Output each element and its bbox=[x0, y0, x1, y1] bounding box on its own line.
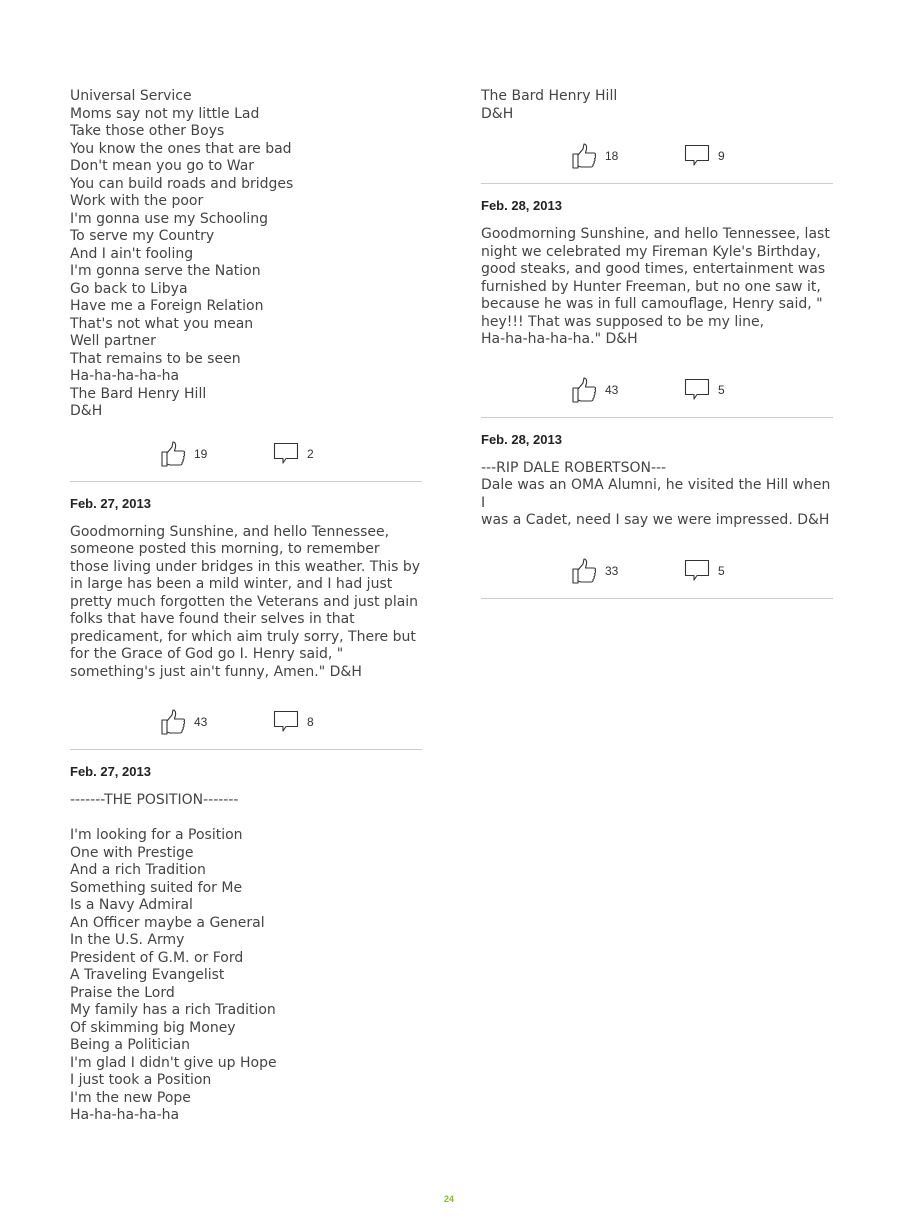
post bbox=[481, 432, 833, 599]
like-count: 18 bbox=[605, 149, 619, 163]
post-stats bbox=[70, 709, 422, 749]
post-body: -------THE POSITION------- I'm looking for a Position One with Prestige And a rich Tradition Something suited for Me Is a Navy Admiral An Officer maybe a General In the U.S. Army President of G.M. or Ford A Traveling Evangelist Praise the Lord My family has a rich Tradition Of skimming big Money Being a Politician I'm glad I didn't give up Hope I just took a Position I'm the new Pope Ha-ha-ha-ha-ha bbox=[70, 792, 277, 1123]
comment-icon bbox=[273, 709, 299, 735]
divider bbox=[481, 183, 833, 184]
like-button[interactable] bbox=[160, 709, 207, 735]
post-stats bbox=[481, 143, 833, 183]
divider bbox=[481, 598, 833, 599]
comment-count: 5 bbox=[718, 563, 725, 578]
right-column bbox=[481, 88, 833, 613]
thumbs-up-icon bbox=[160, 441, 186, 467]
thumbs-up-icon bbox=[571, 558, 597, 584]
comment-icon bbox=[273, 441, 299, 467]
post-body: ---RIP DALE ROBERTSON--- Dale was an OMA Alumni, he visited the Hill when I was a Cadet, need I say we were impressed. D&H bbox=[481, 459, 831, 528]
divider bbox=[481, 417, 833, 418]
comment-count: 5 bbox=[718, 382, 725, 397]
comment-count: 9 bbox=[718, 149, 725, 163]
like-button[interactable] bbox=[160, 441, 207, 467]
comment-button[interactable] bbox=[684, 377, 725, 403]
comment-button[interactable] bbox=[684, 558, 725, 584]
comment-icon bbox=[684, 143, 710, 169]
like-count: 19 bbox=[194, 446, 208, 461]
divider bbox=[70, 749, 422, 750]
page-number: 24 bbox=[443, 1194, 454, 1204]
like-button[interactable] bbox=[571, 143, 618, 169]
comment-icon bbox=[684, 377, 710, 403]
post-stats bbox=[481, 377, 833, 417]
post bbox=[481, 198, 833, 418]
post bbox=[481, 88, 833, 184]
thumbs-up-icon bbox=[571, 377, 597, 403]
post-body: Goodmorning Sunshine, and hello Tennessee, last night we celebrated my Fireman Kyle's Birthday, good steaks, and good times, entertainment was furnished by Hunter Freeman, but no one saw it, because he was in full camouflage, Henry said, " hey!!! That was supposed to be my line, Ha-ha-ha-ha-ha." D&H bbox=[481, 226, 830, 347]
comment-count: 2 bbox=[307, 446, 314, 461]
comment-icon bbox=[684, 558, 710, 584]
post-body: Universal Service Moms say not my little Lad Take those other Boys You know the ones that are bad Don't mean you go to War You can build roads and bridges Work with the poor I'm gonna use my Schooling To serve my Country And I ain't fooling I'm gonna serve the Nation Go back to Libya Have me a Foreign Relation That's not what you mean Well partner That remains to be seen Ha-ha-ha-ha-ha The Bard Henry Hill D&H bbox=[70, 88, 294, 419]
post-date: Feb. 27, 2013 bbox=[70, 764, 151, 779]
post-body: The Bard Henry Hill D&H bbox=[481, 88, 618, 122]
like-button[interactable] bbox=[571, 377, 618, 403]
thumbs-up-icon bbox=[160, 709, 186, 735]
like-count: 43 bbox=[194, 715, 208, 729]
like-button[interactable] bbox=[571, 558, 618, 584]
post-date: Feb. 28, 2013 bbox=[481, 431, 562, 447]
post bbox=[70, 496, 422, 751]
post bbox=[70, 88, 422, 482]
comment-count: 8 bbox=[307, 715, 314, 729]
like-count: 33 bbox=[605, 563, 619, 578]
left-column bbox=[70, 88, 422, 1125]
post-date: Feb. 27, 2013 bbox=[70, 495, 151, 511]
post-stats bbox=[70, 441, 422, 481]
like-count: 43 bbox=[605, 382, 619, 397]
post-stats bbox=[481, 558, 833, 598]
comment-button[interactable] bbox=[273, 441, 314, 467]
comment-button[interactable] bbox=[684, 143, 725, 169]
post bbox=[70, 764, 422, 1125]
post-date: Feb. 28, 2013 bbox=[481, 198, 562, 213]
post-body: Goodmorning Sunshine, and hello Tennessee, someone posted this morning, to remember those living under bridges in this weather. This by in large has been a mild winter, and I had just pretty much forgotten the Veterans and just plain folks that have found their selves in that predicament, for which aim truly sorry, There but for the Grace of God go I. Henry said, " something's just ain't funny, Amen." D&H bbox=[70, 523, 420, 680]
divider bbox=[70, 481, 422, 482]
comment-button[interactable] bbox=[273, 709, 314, 735]
thumbs-up-icon bbox=[571, 143, 597, 169]
